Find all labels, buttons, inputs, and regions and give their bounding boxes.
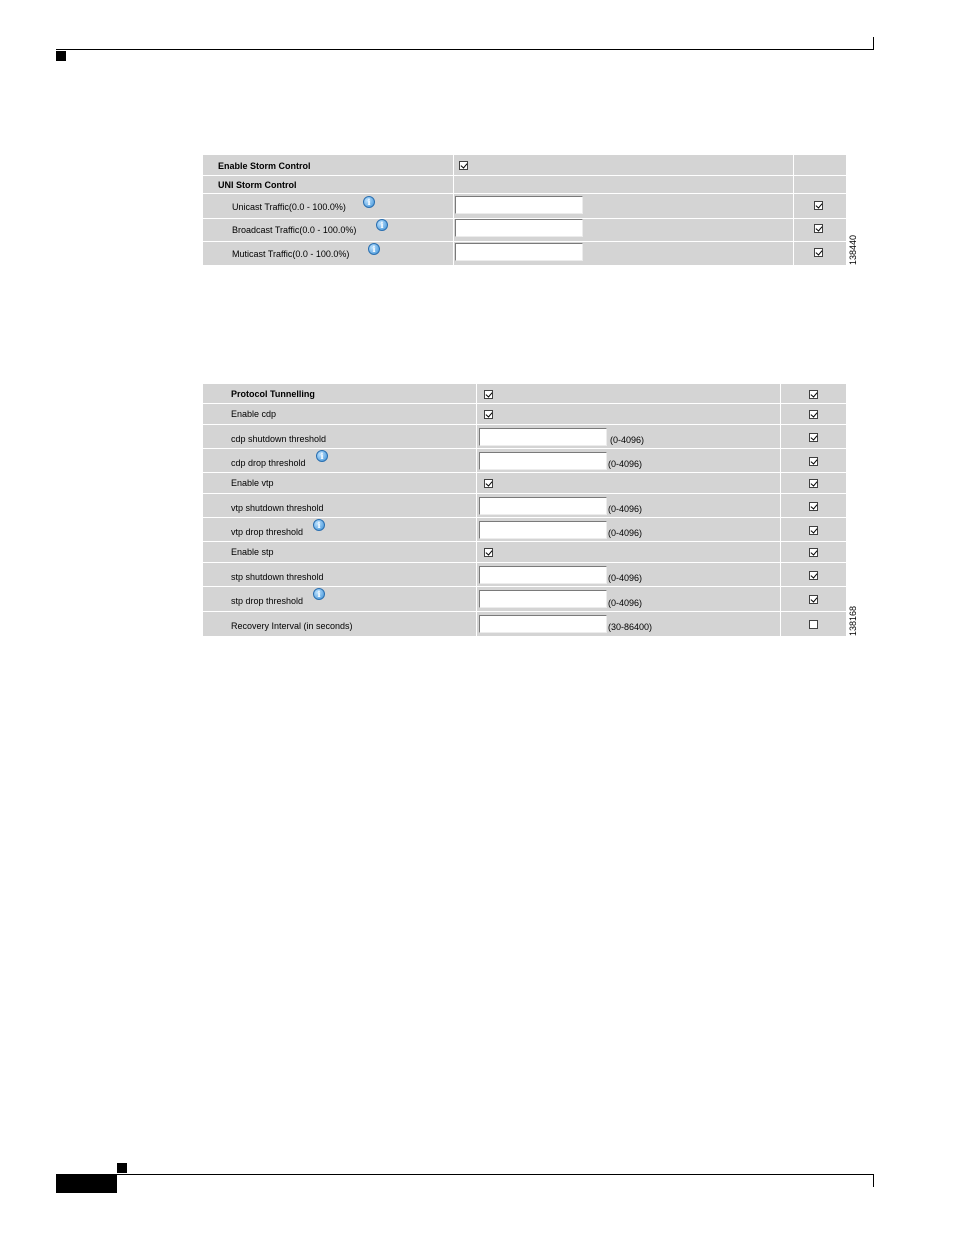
header-rule bbox=[56, 49, 874, 50]
protocol-row-label: Enable vtp bbox=[231, 478, 274, 488]
broadcast-traffic-row bbox=[203, 217, 846, 242]
apply-checkbox-checked[interactable] bbox=[809, 548, 818, 557]
range-hint: (0-4096) bbox=[608, 459, 643, 469]
apply-checkbox-empty[interactable] bbox=[809, 620, 818, 629]
apply-checkbox-checked[interactable] bbox=[809, 526, 818, 535]
info-icon[interactable]: i bbox=[368, 243, 380, 255]
protocol-row-label: stp drop threshold bbox=[231, 596, 304, 606]
protocol-row bbox=[203, 563, 846, 587]
enable-storm-control-row bbox=[203, 155, 846, 175]
threshold-input[interactable] bbox=[479, 497, 607, 515]
info-icon[interactable]: i bbox=[376, 219, 388, 231]
protocol-row-label: Protocol Tunnelling bbox=[231, 389, 315, 399]
range-hint: (30-86400) bbox=[608, 622, 653, 632]
footer-page-tab bbox=[56, 1175, 117, 1193]
apply-checkbox-checked[interactable] bbox=[809, 410, 818, 419]
enable-checkbox[interactable] bbox=[484, 479, 493, 488]
apply-checkbox-checked[interactable] bbox=[809, 479, 818, 488]
enable-checkbox[interactable] bbox=[484, 548, 493, 557]
protocol-row bbox=[203, 384, 846, 404]
protocol-row bbox=[203, 449, 846, 473]
enable-storm-control-label: Enable Storm Control bbox=[218, 161, 311, 171]
protocol-row bbox=[203, 587, 846, 612]
protocol-row-label: cdp drop threshold bbox=[231, 458, 306, 468]
unicast-traffic-apply-checkbox[interactable] bbox=[814, 201, 823, 210]
protocol-row bbox=[203, 542, 846, 563]
protocol-row-label: Enable cdp bbox=[231, 409, 277, 419]
range-hint: (0-4096) bbox=[610, 435, 645, 445]
protocol-tunnelling-panel bbox=[203, 384, 846, 636]
protocol-row-label: vtp shutdown threshold bbox=[231, 503, 324, 513]
apply-checkbox-checked[interactable] bbox=[809, 457, 818, 466]
figure-number: 138440 bbox=[848, 234, 858, 265]
broadcast-traffic-label: Broadcast Traffic(0.0 - 100.0%) bbox=[232, 225, 357, 235]
range-hint: (0-4096) bbox=[608, 573, 643, 583]
uni-storm-control-row bbox=[203, 175, 846, 194]
info-icon[interactable]: i bbox=[313, 519, 325, 531]
footer-marker bbox=[117, 1163, 127, 1173]
protocol-row-label: stp shutdown threshold bbox=[231, 572, 324, 582]
threshold-input[interactable] bbox=[479, 452, 607, 470]
broadcast-traffic-input[interactable] bbox=[455, 219, 583, 237]
protocol-row bbox=[203, 494, 846, 518]
info-icon[interactable]: i bbox=[363, 196, 375, 208]
apply-checkbox-checked[interactable] bbox=[809, 433, 818, 442]
multicast-traffic-input[interactable] bbox=[455, 243, 583, 261]
broadcast-traffic-apply-checkbox[interactable] bbox=[814, 224, 823, 233]
protocol-row-label: cdp shutdown threshold bbox=[231, 434, 327, 444]
protocol-row bbox=[203, 518, 846, 542]
info-icon[interactable]: i bbox=[316, 450, 328, 462]
threshold-input[interactable] bbox=[479, 521, 607, 539]
range-hint: (0-4096) bbox=[608, 504, 643, 514]
protocol-row bbox=[203, 612, 846, 635]
apply-checkbox-checked[interactable] bbox=[809, 595, 818, 604]
threshold-input[interactable] bbox=[479, 566, 607, 584]
protocol-row-label: vtp drop threshold bbox=[231, 527, 304, 537]
enable-storm-control-checkbox[interactable] bbox=[459, 161, 468, 170]
unicast-traffic-row bbox=[203, 193, 846, 219]
enable-checkbox[interactable] bbox=[484, 390, 493, 399]
figure-number: 138168 bbox=[848, 605, 858, 636]
uni-storm-control-label: UNI Storm Control bbox=[218, 180, 297, 190]
protocol-row-label: Recovery Interval (in seconds) bbox=[231, 621, 353, 631]
range-hint: (0-4096) bbox=[608, 598, 643, 608]
protocol-row-label: Enable stp bbox=[231, 547, 274, 557]
threshold-input[interactable] bbox=[479, 590, 607, 608]
range-hint: (0-4096) bbox=[608, 528, 643, 538]
multicast-traffic-label: Muticast Traffic(0.0 - 100.0%) bbox=[232, 249, 350, 259]
protocol-row bbox=[203, 473, 846, 494]
info-icon[interactable]: i bbox=[313, 588, 325, 600]
header-marker bbox=[56, 51, 66, 61]
threshold-input[interactable] bbox=[479, 615, 607, 633]
apply-checkbox-checked[interactable] bbox=[809, 390, 818, 399]
storm-control-panel bbox=[203, 155, 846, 265]
apply-checkbox-checked[interactable] bbox=[809, 502, 818, 511]
apply-checkbox-checked[interactable] bbox=[809, 571, 818, 580]
unicast-traffic-input[interactable] bbox=[455, 196, 583, 214]
protocol-row bbox=[203, 425, 846, 449]
threshold-input[interactable] bbox=[479, 428, 607, 446]
multicast-traffic-row bbox=[203, 241, 846, 265]
enable-checkbox[interactable] bbox=[484, 410, 493, 419]
header-tick bbox=[873, 37, 874, 50]
unicast-traffic-label: Unicast Traffic(0.0 - 100.0%) bbox=[232, 202, 346, 212]
multicast-traffic-apply-checkbox[interactable] bbox=[814, 248, 823, 257]
protocol-row bbox=[203, 404, 846, 425]
footer-rule bbox=[56, 1174, 874, 1175]
footer-tick bbox=[873, 1174, 874, 1187]
